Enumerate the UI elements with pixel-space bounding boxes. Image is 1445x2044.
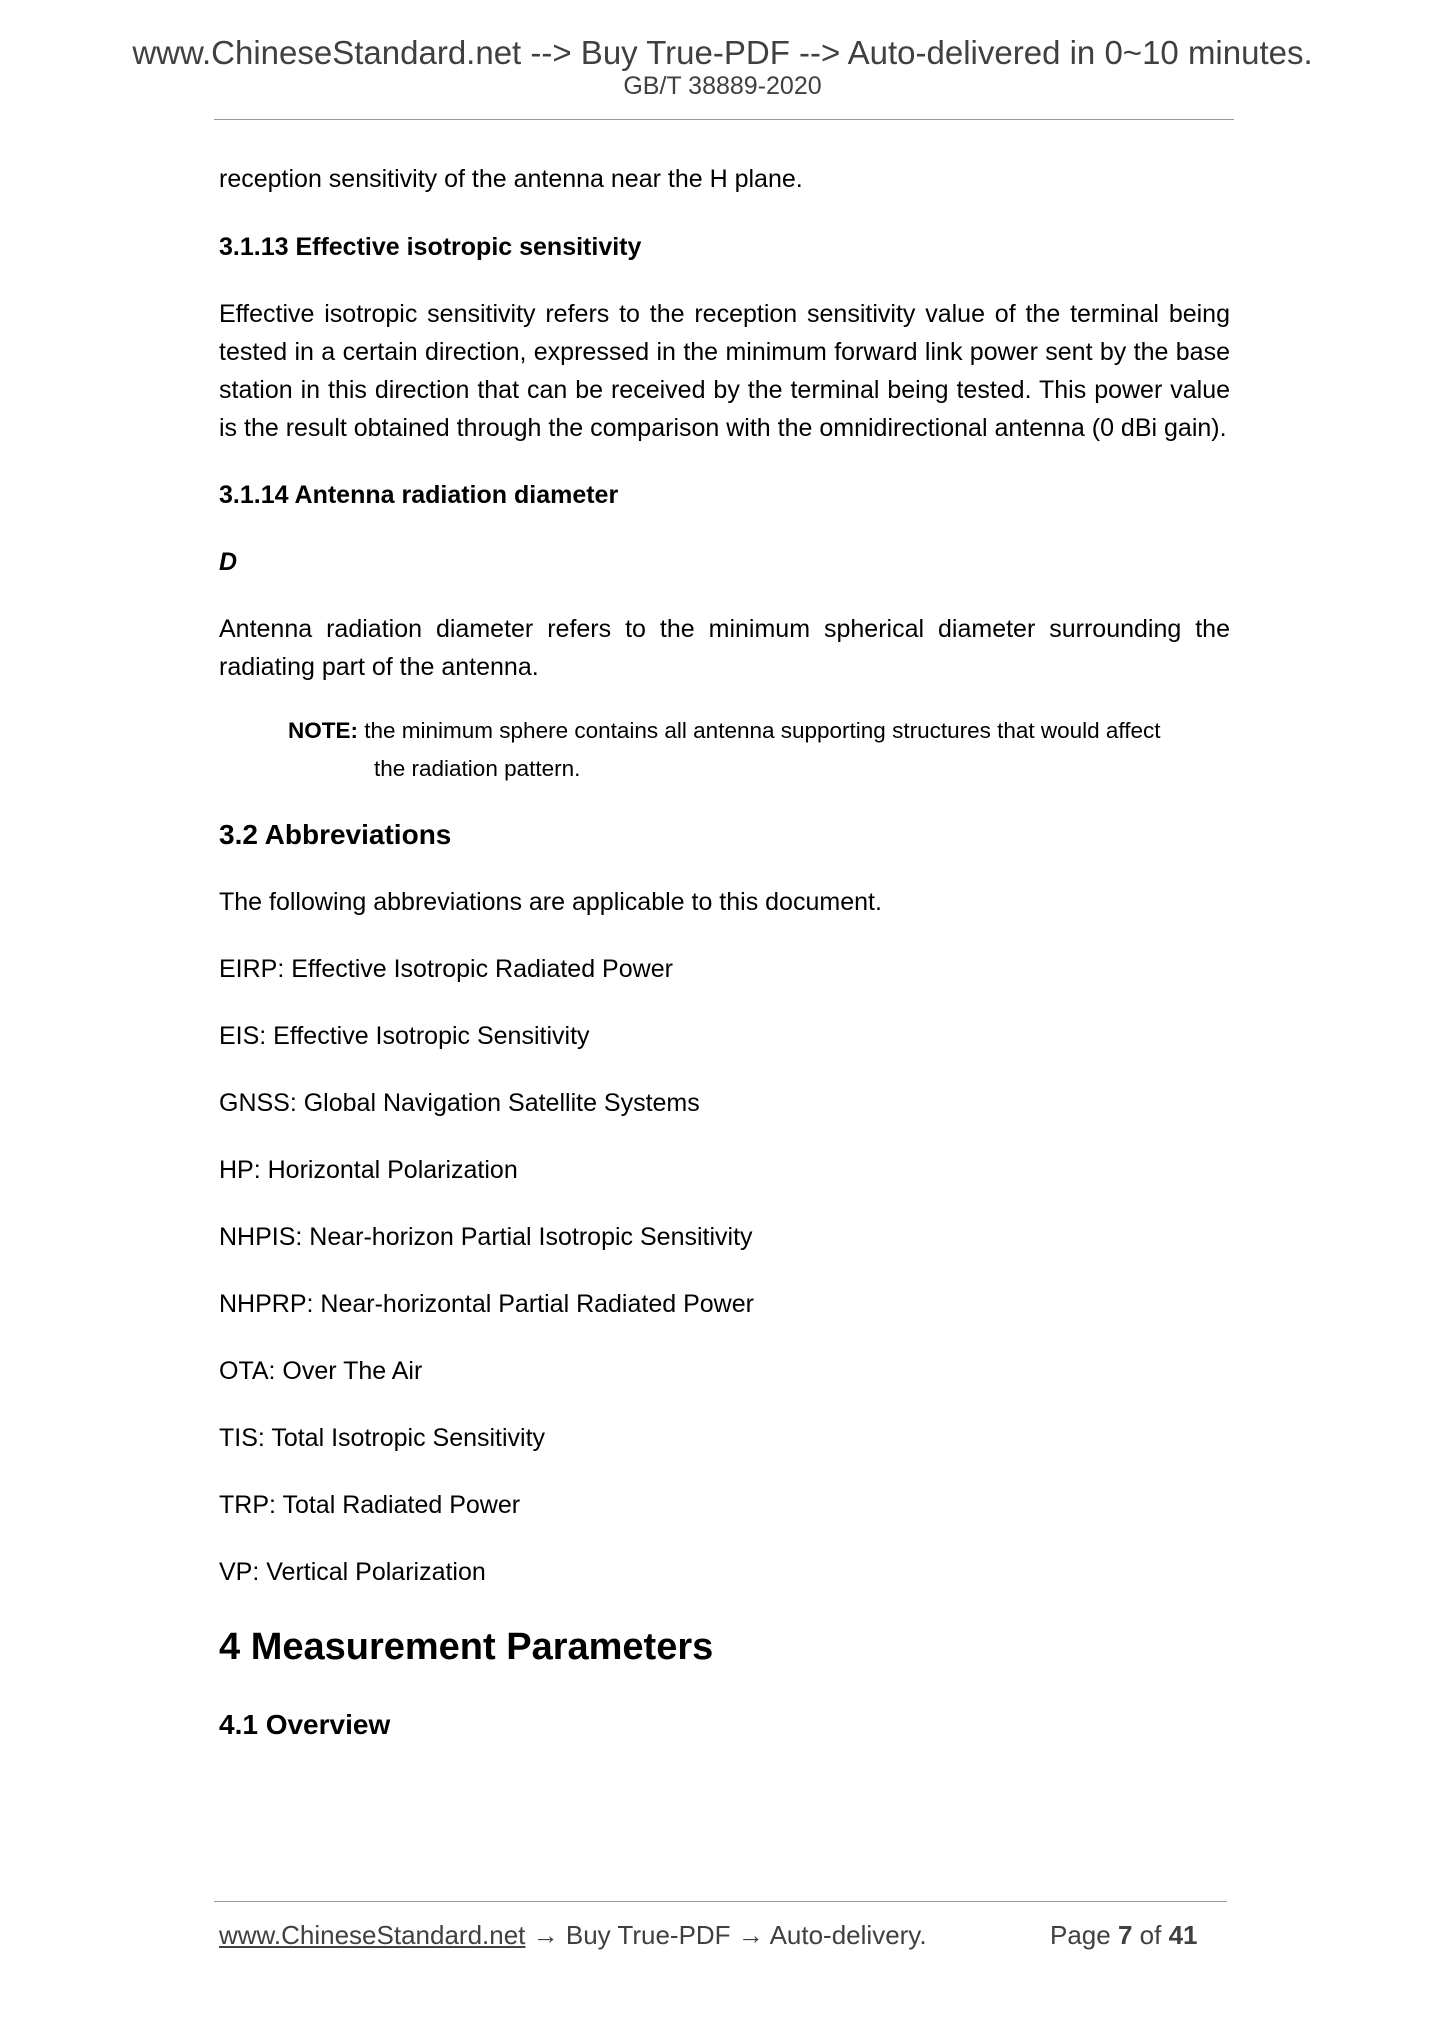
page-word: Page [1050,1920,1111,1950]
symbol-d: D [219,548,238,576]
abbreviation-item: GNSS: Global Navigation Satellite Systems [219,1089,700,1117]
paragraph-effective-isotropic-sensitivity: Effective isotropic sensitivity refers to the reception sensitivity value of the terminal being tested in a certain direction, expressed in the minimum forward link power sent by the base station in this direction that can be received by the terminal being tested. This power value is the result obtained through the comparison with the omnidirectional antenna (0 dBi gain). [219,300,1230,442]
abbreviation-list [219,950,1230,1591]
abbreviation-item: NHPRP: Near-horizontal Partial Radiated Power [219,1290,754,1318]
abbreviation-item: EIRP: Effective Isotropic Radiated Power [219,955,673,983]
heading-3-1-14: 3.1.14 Antenna radiation diameter [219,481,619,509]
page-indicator [1050,1920,1198,1951]
continuation-text: reception sensitivity of the antenna near the H plane. [219,165,803,193]
abbreviation-item: VP: Vertical Polarization [219,1558,486,1586]
footer-promo-text: → Buy True-PDF → Auto-delivery. [525,1920,927,1950]
abbreviation-item: NHPIS: Near-horizon Partial Isotropic Sensitivity [219,1223,753,1251]
heading-3-2: 3.2 Abbreviations [219,819,452,850]
heading-3-1-13: 3.1.13 Effective isotropic sensitivity [219,233,642,261]
abbreviation-item: OTA: Over The Air [219,1357,423,1385]
note-label: NOTE: [288,718,358,743]
header-standard-number: GB/T 38889-2020 [623,72,822,100]
of-word: of [1139,1920,1162,1950]
footer-divider [214,1901,1227,1902]
abbreviation-item: TRP: Total Radiated Power [219,1491,521,1519]
note-line-2: the radiation pattern. [374,756,581,781]
header-divider [214,119,1234,120]
abbreviations-intro: The following abbreviations are applicable to this document. [219,888,882,916]
document-body [219,160,1230,1744]
heading-4: 4 Measurement Parameters [219,1626,714,1668]
footer-promo [219,1920,927,1951]
abbreviation-item: EIS: Effective Isotropic Sensitivity [219,1022,590,1050]
paragraph-antenna-radiation-diameter: Antenna radiation diameter refers to the minimum spherical diameter surrounding the radiating part of the antenna. [219,615,1230,681]
header-banner: www.ChineseStandard.net --> Buy True-PDF --> Auto-delivered in 0~10 minutes. [132,34,1313,71]
abbreviation-item: HP: Horizontal Polarization [219,1156,518,1184]
note-line-1: the minimum sphere contains all antenna supporting structures that would affect [364,718,1161,743]
page-total: 41 [1168,1920,1198,1950]
heading-4-1: 4.1 Overview [219,1709,391,1740]
footer-website-link[interactable]: www.ChineseStandard.net [219,1920,526,1950]
abbreviation-item: TIS: Total Isotropic Sensitivity [219,1424,546,1452]
page-number: 7 [1117,1920,1133,1950]
note-block [219,712,1230,788]
